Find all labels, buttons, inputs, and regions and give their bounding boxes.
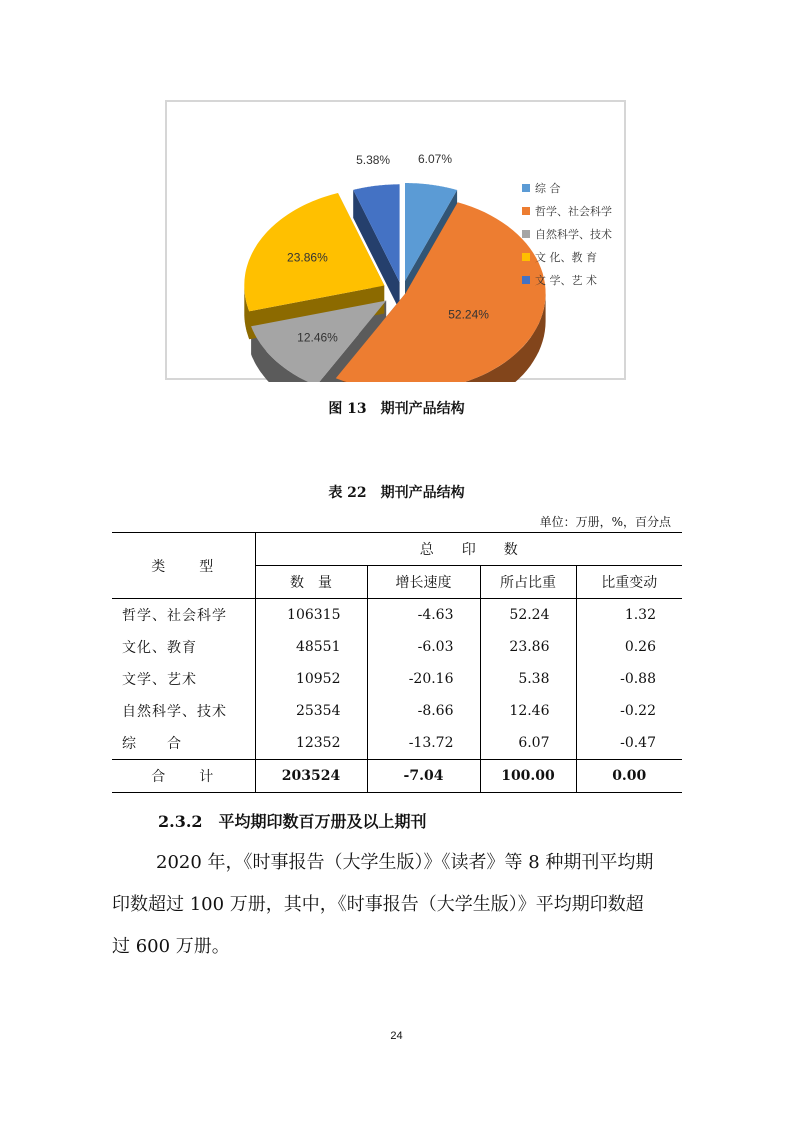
row-count: 12352 <box>255 727 367 760</box>
legend-swatch <box>522 253 530 261</box>
row-growth: -8.66 <box>367 695 480 727</box>
page-number: 24 <box>390 1030 403 1042</box>
row-type: 文学、艺术 <box>122 672 197 688</box>
total-change: 0.00 <box>576 760 682 793</box>
header-change: 比重变动 <box>576 566 682 599</box>
row-count: 10952 <box>255 663 367 695</box>
row-change: 1.32 <box>576 599 682 632</box>
table-row <box>112 599 682 632</box>
row-count: 48551 <box>255 631 367 663</box>
header-group: 总 印 数 <box>255 533 682 566</box>
row-change: 0.26 <box>576 631 682 663</box>
table-row <box>112 695 682 727</box>
legend-label: 哲学、社会科学 <box>535 205 612 218</box>
legend-label: 文 学、艺 术 <box>535 274 597 287</box>
header-share: 所占比重 <box>480 566 576 599</box>
row-share: 6.07 <box>480 727 576 760</box>
paragraph-line: 2020 年，《时事报告（大学生版）》《读者》等 8 种期刊平均期 <box>156 852 654 873</box>
table-row <box>112 727 682 760</box>
unit-note: 单位：万册，%，百分点 <box>539 515 671 529</box>
row-growth: -4.63 <box>367 599 480 632</box>
total-count: 203524 <box>255 760 367 793</box>
pie-data-label: 23.86% <box>287 250 328 265</box>
table-row <box>112 631 682 663</box>
legend-swatch <box>522 184 530 192</box>
row-count: 106315 <box>255 599 367 632</box>
total-share: 100.00 <box>480 760 576 793</box>
pie-chart <box>167 102 628 382</box>
row-share: 23.86 <box>480 631 576 663</box>
row-share: 12.46 <box>480 695 576 727</box>
legend-swatch <box>522 207 530 215</box>
section-heading: 2.3.2 平均期印数百万册及以上期刊 <box>158 812 427 831</box>
table-header-row <box>112 533 682 566</box>
table-caption: 表 22 期刊产品结构 <box>328 485 465 501</box>
total-growth: -7.04 <box>367 760 480 793</box>
table-row <box>112 663 682 695</box>
legend-label: 自然科学、技术 <box>535 228 612 241</box>
pie-data-label: 5.38% <box>356 153 391 167</box>
paragraph-line: 印数超过 100 万册，其中，《时事报告（大学生版）》平均期印数超 <box>112 894 644 915</box>
row-change: -0.22 <box>576 695 682 727</box>
row-type: 自然科学、技术 <box>122 704 227 720</box>
pie-data-label: 12.46% <box>297 330 338 345</box>
header-growth: 增长速度 <box>367 566 480 599</box>
row-type: 文化、教育 <box>122 640 197 656</box>
legend-label: 文 化、教 育 <box>535 251 597 264</box>
figure-caption: 图 13 期刊产品结构 <box>328 401 465 417</box>
row-change: -0.88 <box>576 663 682 695</box>
row-growth: -20.16 <box>367 663 480 695</box>
paragraph-line: 过 600 万册。 <box>112 936 230 957</box>
total-type: 合 计 <box>112 760 255 793</box>
row-share: 52.24 <box>480 599 576 632</box>
row-growth: -6.03 <box>367 631 480 663</box>
header-count: 数 量 <box>255 566 367 599</box>
header-type: 类 型 <box>112 533 255 599</box>
legend-swatch <box>522 230 530 238</box>
pie-data-label: 6.07% <box>417 152 453 167</box>
legend-swatch <box>522 276 530 284</box>
row-type: 综 合 <box>122 736 182 752</box>
row-change: -0.47 <box>576 727 682 760</box>
row-growth: -13.72 <box>367 727 480 760</box>
row-share: 5.38 <box>480 663 576 695</box>
chart-frame <box>165 100 626 380</box>
row-type: 哲学、社会科学 <box>112 599 255 632</box>
legend-label: 综 合 <box>535 182 561 195</box>
product-structure-table <box>112 532 682 793</box>
row-count: 25354 <box>255 695 367 727</box>
pie-data-label: 52.24% <box>448 307 489 322</box>
table-total-row <box>112 760 682 793</box>
